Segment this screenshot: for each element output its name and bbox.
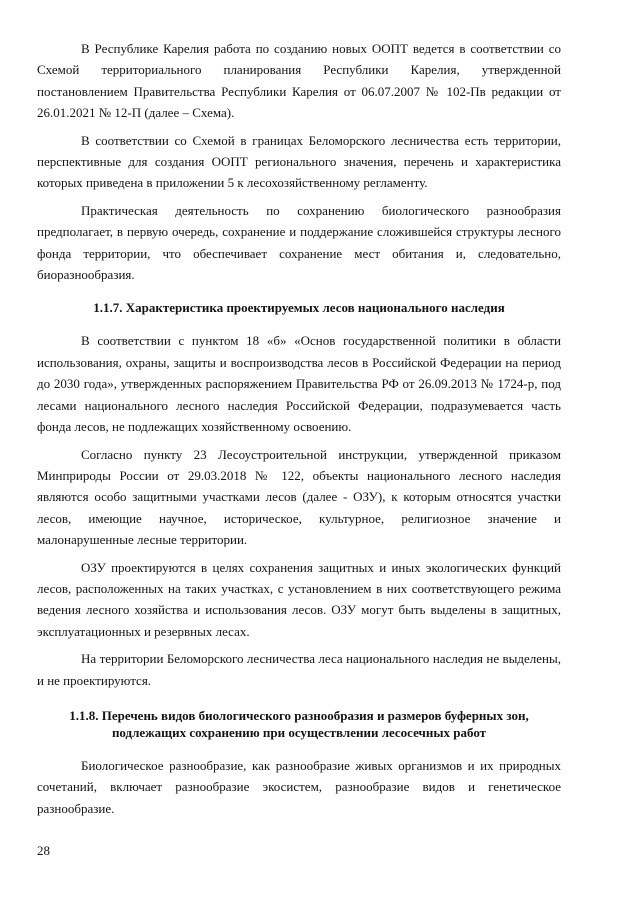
paragraph-forest-instruction: Согласно пункту 23 Лесоустроительной инструкции, утвержденной приказом Минприроды России от 29.03.2018 № 122, объекты национального лесного наследия являются особо защитными участками лесов (далее - ОЗУ), к которым относятся участки лесов, имеющие научное, историческое, культурное, религиозное значение и малонарушенные лесные территории. [37, 446, 561, 548]
paragraph-biodiversity-practice: Практическая деятельность по сохранению биологического разнообразия предполагает, в первую очередь, сохранение и поддержание сложившейся структуры лесного фонда территории, что обеспечивает сохранение мест обитания и, следовательно, биоразнообразия. [37, 202, 561, 283]
page-body [37, 38, 561, 825]
section-heading-1-1-8-line-2: подлежащих сохранению при осуществлении лесосечных работ [111, 724, 487, 740]
paragraph-perspective-territories: В соответствии со Схемой в границах Беломорского лесничества есть территории, перспективные для создания ООПТ регионального значения, перечень и характеристика которых приведена в приложении 5 к лесохозяйственному регламенту. [37, 132, 561, 191]
paragraph-ozu-design: ОЗУ проектируются в целях сохранения защитных и иных экологических функций лесов, расположенных на таких участках, с установлением в них соответствующего режима ведения лесного хозяйства и использования лесов. ОЗУ могут быть выделены в защитных, эксплуатационных и резервных лесах. [37, 559, 561, 639]
page-number: 28 [37, 843, 50, 858]
paragraph-biodiversity-definition: Биологическое разнообразие, как разнообразие живых организмов и их природных сочетаний, включает разнообразие экосистем, разнообразие видов и генетическое разнообразие. [37, 757, 561, 816]
paragraph-state-policy: В соответствии с пунктом 18 «б» «Основ государственной политики в области использования, охраны, защиты и воспроизводства лесов в Российской Федерации на период до 2030 года», утвержденных распоряжением Правительства РФ от 26.09.2013 № 1724-р, под лесами национального лесного наследия Российской Федерации, подразумевается часть фонда лесов, не подлежащих хозяйственному освоению. [37, 333, 561, 435]
paragraph-schema-ref: В Республике Карелия работа по созданию новых ООПТ ведется в соответствии со Схемой территориального планирования Республики Карелия, утвержденной постановлением Правительства Республики Карелия от 06.07.2007 № 102-Пв редакции от 26.01.2021 № 12-П (далее – Схема). [37, 41, 561, 121]
section-heading-1-1-7: 1.1.7. Характеристика проектируемых лесов национального наследия [93, 300, 505, 316]
section-heading-1-1-8-line-1: 1.1.8. Перечень видов биологического разнообразия и размеров буферных зон, [69, 707, 529, 723]
section-heading-1-1-8 [37, 707, 561, 741]
paragraph-belomorsk-heritage: На территории Беломорского лесничества леса национального наследия не выделены, и не проектируются. [37, 651, 561, 688]
